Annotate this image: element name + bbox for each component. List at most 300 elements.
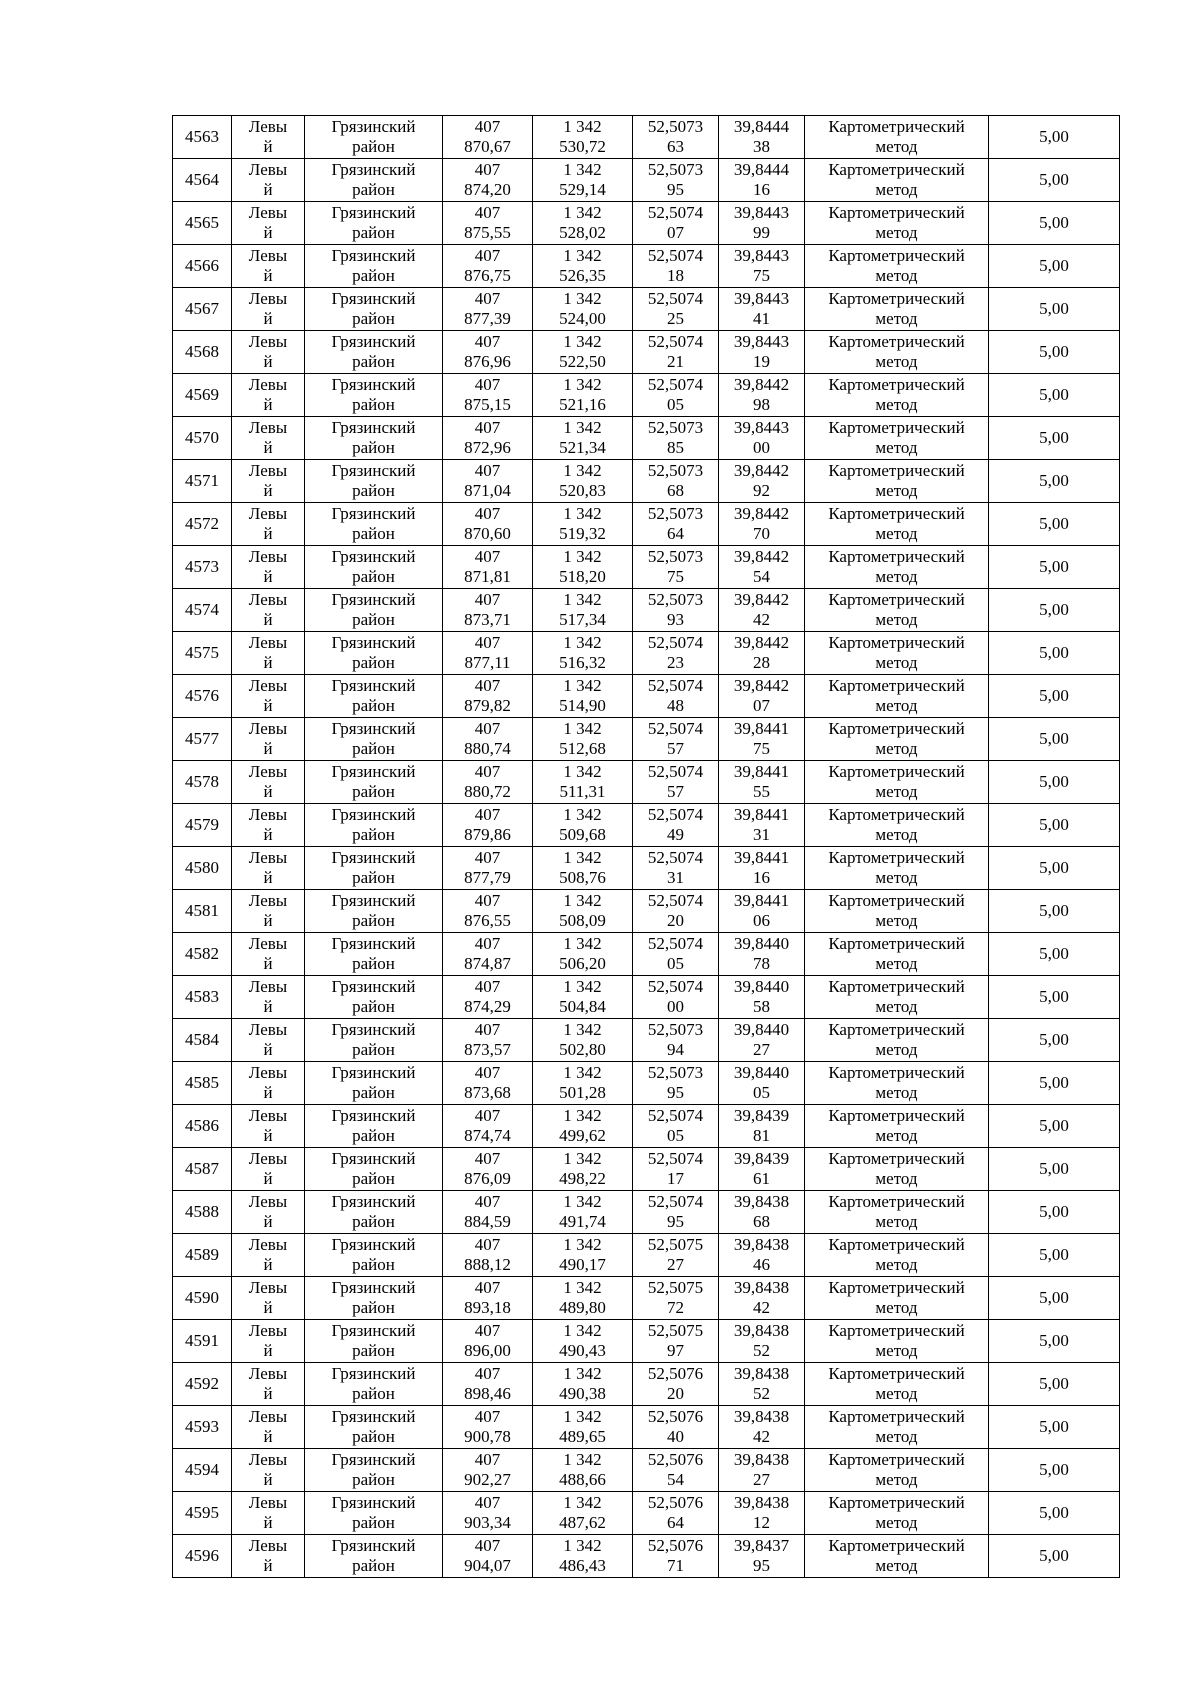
district-cell-line: Грязинский — [331, 891, 416, 910]
longitude-cell-line: 42 — [753, 610, 770, 629]
x-coordinate-cell-line: 407 — [474, 1063, 501, 1082]
longitude-cell-line: 39,8438 — [733, 1278, 790, 1297]
y-coordinate-cell — [533, 417, 633, 460]
longitude-cell-line: 12 — [753, 1513, 770, 1532]
accuracy-cell: 5,00 — [989, 546, 1120, 589]
y-coordinate-cell-line: 1 342 — [563, 891, 602, 910]
y-coordinate-cell-line: 1 342 — [563, 418, 602, 437]
point-number-cell: 4576 — [173, 675, 232, 718]
longitude-cell-line: 39,8444 — [733, 117, 790, 136]
district-cell-line: район — [352, 1384, 395, 1403]
accuracy-cell: 5,00 — [989, 116, 1120, 159]
y-coordinate-cell-line: 1 342 — [563, 160, 602, 179]
longitude-cell — [719, 417, 805, 460]
x-coordinate-cell — [443, 503, 533, 546]
latitude-cell-line: 52,5073 — [647, 117, 704, 136]
latitude-cell — [633, 976, 719, 1019]
side-cell-line: й — [263, 395, 273, 414]
method-cell-line: метод — [875, 1556, 918, 1575]
side-cell-line: й — [263, 868, 273, 887]
point-number-cell: 4569 — [173, 374, 232, 417]
district-cell — [305, 1148, 443, 1191]
x-coordinate-cell-line: 884,59 — [464, 1212, 511, 1231]
district-cell-line: район — [352, 1556, 395, 1575]
district-cell-line: Грязинский — [331, 160, 416, 179]
latitude-cell-line: 52,5073 — [647, 1020, 704, 1039]
district-cell — [305, 1363, 443, 1406]
point-number-cell: 4584 — [173, 1019, 232, 1062]
y-coordinate-cell — [533, 1535, 633, 1578]
longitude-cell-line: 39,8437 — [733, 1536, 790, 1555]
point-number-cell: 4578 — [173, 761, 232, 804]
district-cell-line: район — [352, 567, 395, 586]
coordinates-table — [172, 115, 1120, 1578]
district-cell-line: Грязинский — [331, 719, 416, 738]
district-cell-line: Грязинский — [331, 332, 416, 351]
side-cell-line: й — [263, 1298, 273, 1317]
x-coordinate-cell — [443, 1105, 533, 1148]
side-cell — [232, 761, 305, 804]
x-coordinate-cell-line: 898,46 — [464, 1384, 511, 1403]
table-row — [173, 546, 1120, 589]
method-cell — [805, 1535, 989, 1578]
longitude-cell — [719, 503, 805, 546]
point-number-cell: 4567 — [173, 288, 232, 331]
point-number-cell: 4590 — [173, 1277, 232, 1320]
longitude-cell-line: 39,8442 — [733, 461, 790, 480]
latitude-cell-line: 52,5073 — [647, 461, 704, 480]
method-cell — [805, 976, 989, 1019]
point-number-cell: 4571 — [173, 460, 232, 503]
method-cell-line: метод — [875, 395, 918, 414]
latitude-cell-line: 52,5074 — [647, 246, 704, 265]
longitude-cell-line: 39,8443 — [733, 289, 790, 308]
y-coordinate-cell-line: 521,34 — [559, 438, 606, 457]
x-coordinate-cell — [443, 804, 533, 847]
method-cell-line: метод — [875, 352, 918, 371]
point-number-cell: 4577 — [173, 718, 232, 761]
latitude-cell — [633, 1535, 719, 1578]
y-coordinate-cell — [533, 1492, 633, 1535]
district-cell-line: Грязинский — [331, 418, 416, 437]
x-coordinate-cell-line: 407 — [474, 246, 501, 265]
accuracy-cell: 5,00 — [989, 1406, 1120, 1449]
x-coordinate-cell — [443, 1320, 533, 1363]
district-cell-line: район — [352, 739, 395, 758]
y-coordinate-cell-line: 487,62 — [559, 1513, 606, 1532]
method-cell-line: метод — [875, 782, 918, 801]
district-cell — [305, 1105, 443, 1148]
accuracy-cell: 5,00 — [989, 589, 1120, 632]
x-coordinate-cell-line: 874,29 — [464, 997, 511, 1016]
longitude-cell-line: 00 — [753, 438, 770, 457]
longitude-cell-line: 75 — [753, 266, 770, 285]
x-coordinate-cell-line: 873,57 — [464, 1040, 511, 1059]
method-cell-line: Картометрический — [828, 289, 965, 308]
side-cell-line: й — [263, 610, 273, 629]
table-row — [173, 847, 1120, 890]
method-cell-line: метод — [875, 868, 918, 887]
x-coordinate-cell-line: 872,96 — [464, 438, 511, 457]
method-cell-line: метод — [875, 997, 918, 1016]
side-cell-line: Левы — [248, 1493, 288, 1512]
accuracy-cell: 5,00 — [989, 890, 1120, 933]
latitude-cell-line: 52,5076 — [647, 1536, 704, 1555]
district-cell — [305, 202, 443, 245]
latitude-cell-line: 20 — [667, 911, 684, 930]
longitude-cell-line: 39,8438 — [733, 1364, 790, 1383]
y-coordinate-cell — [533, 1320, 633, 1363]
y-coordinate-cell-line: 506,20 — [559, 954, 606, 973]
district-cell-line: район — [352, 1427, 395, 1446]
x-coordinate-cell — [443, 761, 533, 804]
side-cell-line: й — [263, 1384, 273, 1403]
method-cell-line: метод — [875, 1083, 918, 1102]
method-cell-line: метод — [875, 1126, 918, 1145]
side-cell — [232, 460, 305, 503]
y-coordinate-cell-line: 1 342 — [563, 1536, 602, 1555]
longitude-cell-line: 92 — [753, 481, 770, 500]
latitude-cell-line: 23 — [667, 653, 684, 672]
method-cell — [805, 890, 989, 933]
y-coordinate-cell-line: 1 342 — [563, 1020, 602, 1039]
x-coordinate-cell — [443, 1277, 533, 1320]
y-coordinate-cell-line: 511,31 — [559, 782, 606, 801]
x-coordinate-cell-line: 873,71 — [464, 610, 511, 629]
method-cell-line: метод — [875, 481, 918, 500]
longitude-cell-line: 52 — [753, 1384, 770, 1403]
side-cell-line: Левы — [248, 633, 288, 652]
x-coordinate-cell-line: 877,39 — [464, 309, 511, 328]
method-cell-line: Картометрический — [828, 203, 965, 222]
district-cell — [305, 417, 443, 460]
latitude-cell-line: 95 — [667, 1212, 684, 1231]
side-cell — [232, 1191, 305, 1234]
latitude-cell — [633, 1406, 719, 1449]
point-number-cell: 4563 — [173, 116, 232, 159]
side-cell-line: Левы — [248, 461, 288, 480]
point-number-cell: 4580 — [173, 847, 232, 890]
x-coordinate-cell — [443, 718, 533, 761]
district-cell-line: Грязинский — [331, 547, 416, 566]
side-cell-line: Левы — [248, 547, 288, 566]
x-coordinate-cell — [443, 847, 533, 890]
y-coordinate-cell-line: 519,32 — [559, 524, 606, 543]
side-cell — [232, 245, 305, 288]
longitude-cell-line: 39,8442 — [733, 590, 790, 609]
y-coordinate-cell-line: 1 342 — [563, 1106, 602, 1125]
latitude-cell-line: 52,5074 — [647, 891, 704, 910]
side-cell-line: й — [263, 739, 273, 758]
district-cell — [305, 503, 443, 546]
district-cell — [305, 804, 443, 847]
y-coordinate-cell-line: 509,68 — [559, 825, 606, 844]
y-coordinate-cell — [533, 1234, 633, 1277]
district-cell — [305, 761, 443, 804]
method-cell — [805, 331, 989, 374]
latitude-cell-line: 52,5074 — [647, 633, 704, 652]
x-coordinate-cell-line: 407 — [474, 203, 501, 222]
latitude-cell — [633, 1148, 719, 1191]
x-coordinate-cell — [443, 1062, 533, 1105]
y-coordinate-cell — [533, 159, 633, 202]
side-cell-line: Левы — [248, 934, 288, 953]
x-coordinate-cell-line: 880,74 — [464, 739, 511, 758]
method-cell — [805, 159, 989, 202]
method-cell-line: Картометрический — [828, 1536, 965, 1555]
latitude-cell — [633, 675, 719, 718]
latitude-cell-line: 17 — [667, 1169, 684, 1188]
y-coordinate-cell — [533, 116, 633, 159]
method-cell-line: Картометрический — [828, 547, 965, 566]
longitude-cell-line: 42 — [753, 1427, 770, 1446]
district-cell — [305, 331, 443, 374]
accuracy-cell: 5,00 — [989, 245, 1120, 288]
longitude-cell-line: 39,8438 — [733, 1407, 790, 1426]
longitude-cell — [719, 718, 805, 761]
district-cell-line: район — [352, 266, 395, 285]
y-coordinate-cell-line: 1 342 — [563, 332, 602, 351]
side-cell-line: й — [263, 309, 273, 328]
longitude-cell-line: 75 — [753, 739, 770, 758]
method-cell-line: Картометрический — [828, 375, 965, 394]
district-cell-line: район — [352, 954, 395, 973]
x-coordinate-cell-line: 900,78 — [464, 1427, 511, 1446]
accuracy-cell: 5,00 — [989, 374, 1120, 417]
side-cell-line: Левы — [248, 977, 288, 996]
y-coordinate-cell-line: 1 342 — [563, 1493, 602, 1512]
side-cell-line: й — [263, 1212, 273, 1231]
district-cell-line: район — [352, 911, 395, 930]
y-coordinate-cell — [533, 804, 633, 847]
latitude-cell-line: 48 — [667, 696, 684, 715]
side-cell-line: Левы — [248, 332, 288, 351]
longitude-cell-line: 39,8438 — [733, 1493, 790, 1512]
x-coordinate-cell-line: 871,04 — [464, 481, 511, 500]
district-cell-line: район — [352, 223, 395, 242]
district-cell-line: район — [352, 1212, 395, 1231]
y-coordinate-cell-line: 1 342 — [563, 633, 602, 652]
x-coordinate-cell-line: 407 — [474, 418, 501, 437]
side-cell — [232, 1234, 305, 1277]
side-cell — [232, 1406, 305, 1449]
side-cell-line: й — [263, 567, 273, 586]
longitude-cell-line: 39,8439 — [733, 1106, 790, 1125]
method-cell-line: Картометрический — [828, 1020, 965, 1039]
latitude-cell-line: 52,5074 — [647, 332, 704, 351]
district-cell-line: район — [352, 1083, 395, 1102]
method-cell-line: метод — [875, 911, 918, 930]
district-cell — [305, 632, 443, 675]
y-coordinate-cell-line: 1 342 — [563, 203, 602, 222]
latitude-cell-line: 00 — [667, 997, 684, 1016]
x-coordinate-cell-line: 877,11 — [464, 653, 511, 672]
table-row — [173, 589, 1120, 632]
method-cell-line: метод — [875, 1341, 918, 1360]
y-coordinate-cell-line: 1 342 — [563, 1235, 602, 1254]
table-row — [173, 503, 1120, 546]
longitude-cell-line: 39,8438 — [733, 1321, 790, 1340]
table-row — [173, 1406, 1120, 1449]
latitude-cell — [633, 1234, 719, 1277]
point-number-cell: 4585 — [173, 1062, 232, 1105]
side-cell-line: й — [263, 1083, 273, 1102]
latitude-cell-line: 52,5076 — [647, 1407, 704, 1426]
longitude-cell — [719, 288, 805, 331]
latitude-cell-line: 52,5076 — [647, 1450, 704, 1469]
method-cell-line: Картометрический — [828, 676, 965, 695]
method-cell-line: Картометрический — [828, 762, 965, 781]
accuracy-cell: 5,00 — [989, 1320, 1120, 1363]
district-cell-line: Грязинский — [331, 762, 416, 781]
point-number-cell: 4572 — [173, 503, 232, 546]
latitude-cell-line: 52,5074 — [647, 203, 704, 222]
district-cell-line: Грязинский — [331, 504, 416, 523]
point-number-cell: 4591 — [173, 1320, 232, 1363]
point-number-cell: 4570 — [173, 417, 232, 460]
district-cell — [305, 1062, 443, 1105]
district-cell-line: район — [352, 696, 395, 715]
method-cell — [805, 761, 989, 804]
side-cell-line: й — [263, 266, 273, 285]
table-row — [173, 1277, 1120, 1320]
longitude-cell-line: 27 — [753, 1470, 770, 1489]
latitude-cell-line: 57 — [667, 782, 684, 801]
district-cell-line: Грязинский — [331, 1450, 416, 1469]
side-cell-line: й — [263, 438, 273, 457]
longitude-cell-line: 39,8440 — [733, 1063, 790, 1082]
table-row — [173, 159, 1120, 202]
latitude-cell-line: 63 — [667, 137, 684, 156]
method-cell-line: метод — [875, 1298, 918, 1317]
latitude-cell-line: 75 — [667, 567, 684, 586]
district-cell-line: район — [352, 997, 395, 1016]
method-cell-line: Картометрический — [828, 332, 965, 351]
district-cell-line: Грязинский — [331, 1278, 416, 1297]
point-number-cell: 4568 — [173, 331, 232, 374]
district-cell-line: Грязинский — [331, 1321, 416, 1340]
point-number-cell: 4593 — [173, 1406, 232, 1449]
accuracy-cell: 5,00 — [989, 331, 1120, 374]
method-cell — [805, 116, 989, 159]
y-coordinate-cell — [533, 374, 633, 417]
x-coordinate-cell-line: 407 — [474, 1364, 501, 1383]
method-cell — [805, 632, 989, 675]
y-coordinate-cell — [533, 632, 633, 675]
district-cell — [305, 675, 443, 718]
latitude-cell-line: 52,5073 — [647, 504, 704, 523]
method-cell-line: метод — [875, 309, 918, 328]
side-cell-line: Левы — [248, 1321, 288, 1340]
latitude-cell-line: 27 — [667, 1255, 684, 1274]
x-coordinate-cell — [443, 417, 533, 460]
y-coordinate-cell-line: 490,38 — [559, 1384, 606, 1403]
accuracy-cell: 5,00 — [989, 417, 1120, 460]
y-coordinate-cell-line: 490,17 — [559, 1255, 606, 1274]
side-cell — [232, 546, 305, 589]
district-cell-line: Грязинский — [331, 1493, 416, 1512]
side-cell — [232, 976, 305, 1019]
district-cell-line: Грязинский — [331, 1149, 416, 1168]
side-cell-line: й — [263, 911, 273, 930]
side-cell — [232, 1019, 305, 1062]
district-cell-line: район — [352, 1298, 395, 1317]
x-coordinate-cell-line: 407 — [474, 762, 501, 781]
district-cell — [305, 718, 443, 761]
latitude-cell-line: 52,5073 — [647, 418, 704, 437]
x-coordinate-cell — [443, 589, 533, 632]
latitude-cell — [633, 804, 719, 847]
method-cell-line: метод — [875, 1255, 918, 1274]
x-coordinate-cell — [443, 245, 533, 288]
longitude-cell-line: 61 — [753, 1169, 770, 1188]
side-cell — [232, 288, 305, 331]
latitude-cell — [633, 159, 719, 202]
method-cell — [805, 1320, 989, 1363]
side-cell — [232, 331, 305, 374]
longitude-cell-line: 07 — [753, 696, 770, 715]
latitude-cell-line: 20 — [667, 1384, 684, 1403]
accuracy-cell: 5,00 — [989, 1449, 1120, 1492]
method-cell — [805, 1492, 989, 1535]
latitude-cell-line: 52,5073 — [647, 590, 704, 609]
latitude-cell-line: 52,5074 — [647, 289, 704, 308]
side-cell-line: Левы — [248, 848, 288, 867]
latitude-cell — [633, 546, 719, 589]
side-cell-line: Левы — [248, 1407, 288, 1426]
y-coordinate-cell — [533, 761, 633, 804]
y-coordinate-cell-line: 512,68 — [559, 739, 606, 758]
side-cell-line: Левы — [248, 375, 288, 394]
latitude-cell-line: 52,5074 — [647, 934, 704, 953]
side-cell-line: й — [263, 696, 273, 715]
latitude-cell-line: 72 — [667, 1298, 684, 1317]
side-cell — [232, 159, 305, 202]
side-cell-line: Левы — [248, 289, 288, 308]
accuracy-cell: 5,00 — [989, 1234, 1120, 1277]
x-coordinate-cell-line: 407 — [474, 332, 501, 351]
latitude-cell-line: 52,5074 — [647, 375, 704, 394]
method-cell-line: метод — [875, 696, 918, 715]
table-row — [173, 417, 1120, 460]
method-cell — [805, 1234, 989, 1277]
longitude-cell-line: 55 — [753, 782, 770, 801]
side-cell — [232, 718, 305, 761]
longitude-cell-line: 39,8441 — [733, 762, 790, 781]
y-coordinate-cell-line: 1 342 — [563, 719, 602, 738]
longitude-cell-line: 39,8442 — [733, 547, 790, 566]
latitude-cell — [633, 1062, 719, 1105]
district-cell-line: Грязинский — [331, 375, 416, 394]
district-cell-line: Грязинский — [331, 1536, 416, 1555]
district-cell — [305, 546, 443, 589]
point-number-cell: 4586 — [173, 1105, 232, 1148]
longitude-cell — [719, 1535, 805, 1578]
x-coordinate-cell-line: 870,60 — [464, 524, 511, 543]
district-cell-line: Грязинский — [331, 203, 416, 222]
point-number-cell: 4594 — [173, 1449, 232, 1492]
longitude-cell-line: 78 — [753, 954, 770, 973]
x-coordinate-cell — [443, 1191, 533, 1234]
x-coordinate-cell-line: 407 — [474, 1149, 501, 1168]
table-row — [173, 1320, 1120, 1363]
district-cell — [305, 1320, 443, 1363]
longitude-cell — [719, 1062, 805, 1105]
point-number-cell: 4564 — [173, 159, 232, 202]
side-cell-line: Левы — [248, 1192, 288, 1211]
district-cell-line: Грязинский — [331, 1407, 416, 1426]
y-coordinate-cell-line: 1 342 — [563, 246, 602, 265]
